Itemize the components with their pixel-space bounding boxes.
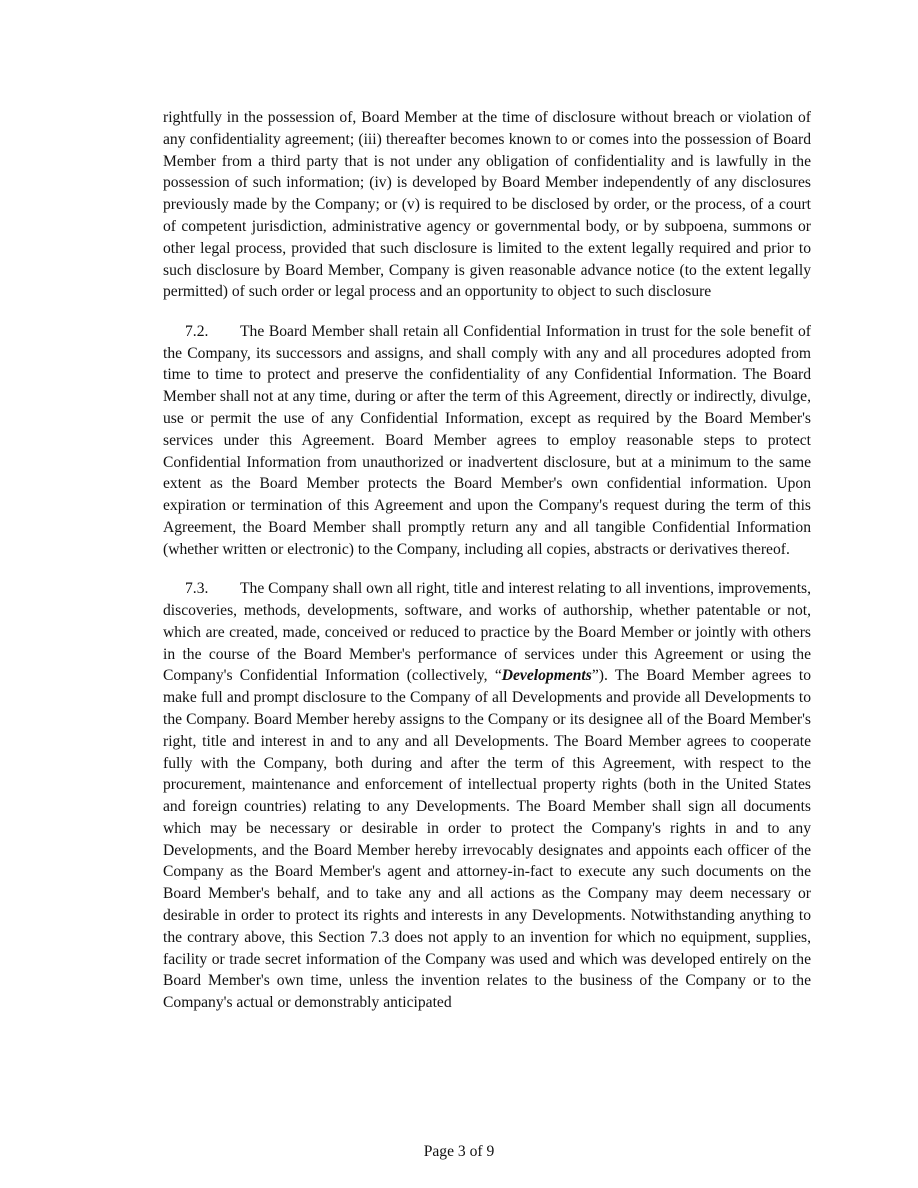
document-body	[163, 107, 811, 1014]
section-number: 7.3.	[185, 580, 209, 598]
section-7-2	[163, 321, 811, 561]
paragraph-continued: rightfully in the possession of, Board Member at the time of disclosure without breach or violation of any confidentiality agreement; (iii) thereafter becomes known to or comes into the possession of Board Member from a third party that is not under any obligation of confidentiality and is lawfully in the possession of such information; (iv) is developed by Board Member independently of any disclosures previously made by the Company; or (v) is required to be disclosed by order, or the process, of a court of competent jurisdiction, administrative agency or governmental body, or by subpoena, summons or other legal process, provided that such disclosure is limited to the extent legally required and prior to such disclosure by Board Member, Company is given reasonable advance notice (to the extent legally permitted) of such order or legal process and an opportunity to object to such disclosure	[163, 109, 811, 301]
section-text-before: The Company shall own all right, title and interest relating to all inventions, improvements, discoveries, methods, developments, software, and works of authorship, whether patentable or not, which are created, made, conceived or reduced to practice by the Board Member or jointly with others in the course of the Board Member's performance of services under this Agreement or using the Company's Confidential Information (collectively, “	[163, 580, 811, 685]
section-7-3	[163, 578, 811, 1014]
section-number: 7.2.	[185, 322, 209, 340]
defined-term: Developments	[501, 667, 592, 685]
section-text: The Board Member shall retain all Confidential Information in trust for the sole benefit of the Company, its successors and assigns, and shall comply with any and all procedures adopted from time to time to protect and preserve the confidentiality of any Confidential Information. The Board Member shall not at any time, during or after the term of this Agreement, directly or indirectly, divulge, use or permit the use of any Confidential Information, except as required by the Board Member's services under this Agreement. Board Member agrees to employ reasonable steps to protect Confidential Information from unauthorized or inadvertent disclosure, but at a minimum to the same extent as the Board Member protects the Board Member's own confidential information. Upon expiration or termination of this Agreement and upon the Company's request during the term of this Agreement, the Board Member shall promptly return any and all tangible Confidential Information (whether written or electronic) to the Company, including all copies, abstracts or derivatives thereof.	[163, 322, 811, 558]
page-number: Page 3 of 9	[423, 1143, 495, 1160]
page-footer	[0, 1143, 918, 1161]
section-text-after: ”). The Board Member agrees to make full and prompt disclosure to the Company of all Developments and provide all Developments to the Company. Board Member hereby assigns to the Company or its designee all of the Board Member's right, title and interest in and to any and all Developments. The Board Member agrees to cooperate fully with the Company, both during and after the term of this Agreement, with respect to the procurement, maintenance and enforcement of intellectual property rights (both in the United States and foreign countries) relating to any Developments. The Board Member shall sign all documents which may be necessary or desirable in order to protect the Company's rights in and to any Developments, and the Board Member hereby irrevocably designates and appoints each officer of the Company as the Board Member's agent and attorney-in-fact to execute any such documents on the Board Member's behalf, and to take any and all actions as the Company may deem necessary or desirable in order to protect its rights and interests in any Developments. Notwithstanding anything to the contrary above, this Section 7.3 does not apply to an invention for which no equipment, supplies, facility or trade secret information of the Company was used and which was developed entirely on the Board Member's own time, unless the invention relates to the business of the Company or to the Company's actual or demonstrably anticipated	[163, 667, 811, 1012]
